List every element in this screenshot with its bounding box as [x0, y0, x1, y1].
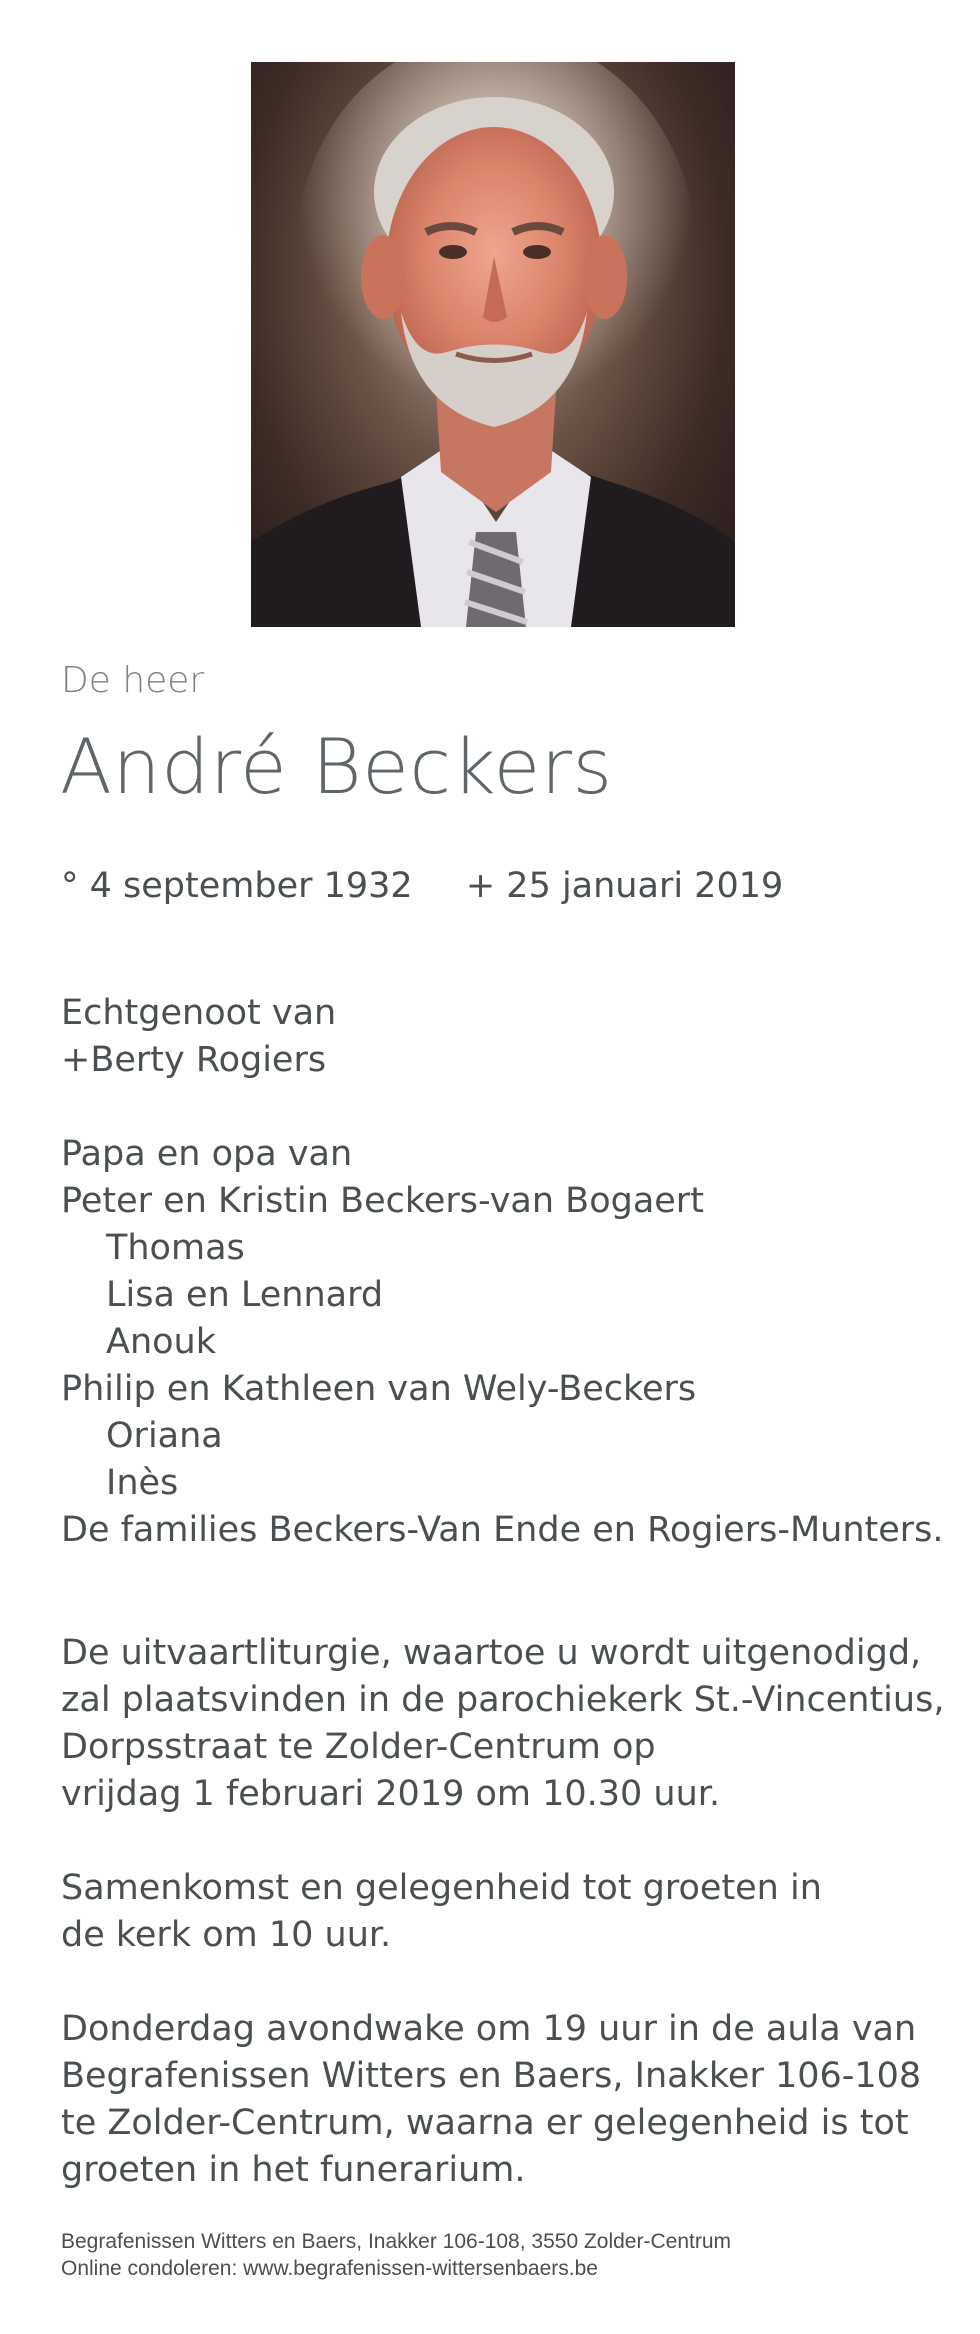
family-line: Inès	[106, 1463, 179, 1503]
funeral-block	[61, 1630, 944, 1818]
vigil-block	[61, 2006, 921, 2194]
spouse-block	[61, 990, 336, 1084]
condolence-website: Online condoleren: www.begrafenissen-wittersenbaers.be	[61, 2257, 598, 2280]
funeral-line: Dorpsstraat te Zolder-Centrum op	[61, 1727, 656, 1767]
funeral-line: vrijdag 1 februari 2019 om 10.30 uur.	[61, 1774, 721, 1814]
family-line: Thomas	[106, 1228, 245, 1268]
family-line: Peter en Kristin Beckers-van Bogaert	[61, 1181, 704, 1221]
death-date: + 25 januari 2019	[465, 866, 784, 906]
salutation: De heer	[61, 660, 205, 701]
life-dates	[61, 866, 783, 906]
family-line: Anouk	[106, 1322, 216, 1362]
gathering-block	[61, 1865, 822, 1959]
vigil-line: Begrafenissen Witters en Baers, Inakker 106-108	[61, 2056, 922, 2096]
spouse-line: +Berty Rogiers	[61, 1040, 327, 1080]
family-intro: Papa en opa van	[61, 1134, 353, 1174]
portrait-photo	[251, 62, 735, 627]
deceased-name: André Beckers	[60, 722, 613, 811]
vigil-line: te Zolder-Centrum, waarna er gelegenheid is tot	[61, 2103, 909, 2143]
gathering-line: de kerk om 10 uur.	[61, 1915, 392, 1955]
birth-date: ° 4 september 1932	[61, 866, 413, 906]
funeral-home-address: Begrafenissen Witters en Baers, Inakker 106-108, 3550 Zolder-Centrum	[61, 2230, 732, 2253]
spouse-line: Echtgenoot van	[61, 993, 337, 1033]
gathering-line: Samenkomst en gelegenheid tot groeten in	[61, 1868, 822, 1908]
vigil-line: Donderdag avondwake om 19 uur in de aula van	[61, 2009, 917, 2049]
vigil-line: groeten in het funerarium.	[61, 2150, 526, 2190]
family-line: De families Beckers-Van Ende en Rogiers-Munters.	[61, 1510, 944, 1550]
footer	[61, 2228, 731, 2282]
funeral-line: zal plaatsvinden in de parochiekerk St.-Vincentius,	[61, 1680, 945, 1720]
family-block	[61, 1131, 944, 1554]
family-line: Lisa en Lennard	[106, 1275, 384, 1315]
family-line: Oriana	[106, 1416, 223, 1456]
family-line: Philip en Kathleen van Wely-Beckers	[61, 1369, 697, 1409]
funeral-line: De uitvaartliturgie, waartoe u wordt uitgenodigd,	[61, 1633, 922, 1673]
